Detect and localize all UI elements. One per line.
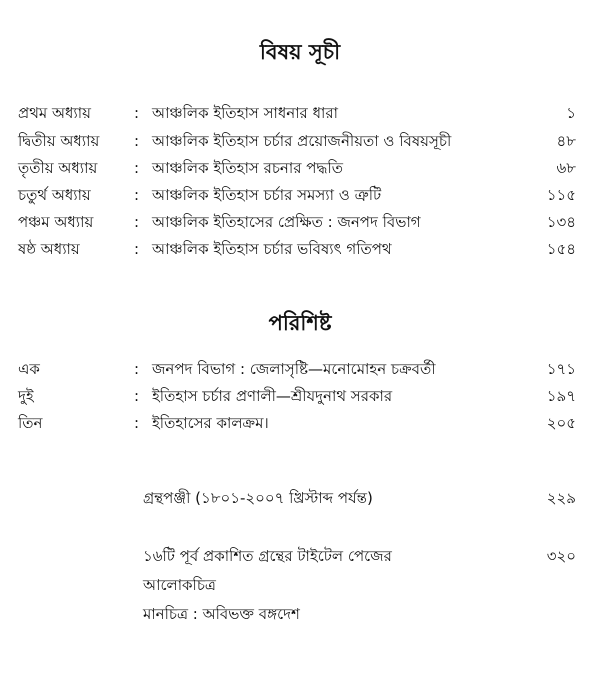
page-number: ১৩৪ [546,213,576,231]
appendix-row [0,357,600,381]
toc-row [0,101,600,125]
page-number: ২০৫ [546,414,576,432]
page-number: ১ [566,104,576,122]
chapter-label: তৃতীয় অধ্যায় [18,159,98,177]
appendix-label: দুই [18,387,34,405]
chapter-label: দ্বিতীয় অধ্যায় [18,132,100,150]
chapter-label: পঞ্চম অধ্যায় [18,213,94,231]
separator: : [134,360,140,378]
appendix-row [0,384,600,408]
toc-row [0,156,600,180]
appendix-heading: পরিশিষ্ট [268,311,332,335]
chapter-title: আঞ্চলিক ইতিহাস চর্চার সমস্যা ও ত্রুটি [152,186,382,204]
toc-row [0,129,600,153]
bibliography-row [0,486,600,510]
appendix-row [0,411,600,435]
toc-heading: বিষয় সূচী [259,40,341,64]
separator: : [134,186,140,204]
bibliography-title: গ্রন্থপঞ্জী (১৮০১-২০০৭ খ্রিস্টাব্দ পর্যন্ত) [143,489,373,507]
chapter-title: আঞ্চলিক ইতিহাস চর্চার প্রয়োজনীয়তা ও বিষয়সূচী [152,132,452,150]
separator: : [134,213,140,231]
chapter-label: চতুর্থ অধ্যায় [18,186,91,204]
page-number: ২২৯ [546,489,576,507]
page-number: ১৭১ [546,360,576,378]
separator: : [134,387,140,405]
page-number: ১১৫ [546,186,576,204]
toc-row [0,237,600,261]
title-pages-row [0,544,600,568]
separator: : [134,132,140,150]
appendix-title: ইতিহাসের কালক্রম। [152,414,269,432]
separator: : [134,240,140,258]
chapter-title: আঞ্চলিক ইতিহাস সাধনার ধারা [152,104,338,122]
appendix-title: জনপদ বিভাগ : জেলাসৃষ্টি—মনোমোহন চক্রবর্তী [152,360,436,378]
page-number: ৬৮ [556,159,576,177]
chapter-title: আঞ্চলিক ইতিহাস চর্চার ভবিষ্যৎ গতিপথ [152,240,392,258]
page-number: ১৫৪ [546,240,576,258]
page-number: ১৯৭ [546,387,576,405]
appendix-title: ইতিহাস চর্চার প্রণালী—শ্রীযদুনাথ সরকার [152,387,393,405]
separator: : [134,159,140,177]
map-line: মানচিত্র : অবিভক্ত বঙ্গদেশ [143,605,300,623]
separator: : [134,104,140,122]
title-pages-line2: আলোকচিত্র [143,576,216,594]
chapter-label: প্রথম অধ্যায় [18,104,91,122]
toc-row [0,210,600,234]
title-pages-line1: ১৬টি পূর্ব প্রকাশিত গ্রন্থের টাইটেল পেজের [143,547,392,565]
appendix-label: এক [18,360,40,378]
page-number: ৪৮ [556,132,576,150]
appendix-label: তিন [18,414,43,432]
toc-row [0,183,600,207]
chapter-title: আঞ্চলিক ইতিহাসের প্রেক্ষিত : জনপদ বিভাগ [152,213,421,231]
chapter-title: আঞ্চলিক ইতিহাস রচনার পদ্ধতি [152,159,343,177]
chapter-label: ষষ্ঠ অধ্যায় [18,240,80,258]
page-number: ৩২০ [546,547,576,565]
separator: : [134,414,140,432]
